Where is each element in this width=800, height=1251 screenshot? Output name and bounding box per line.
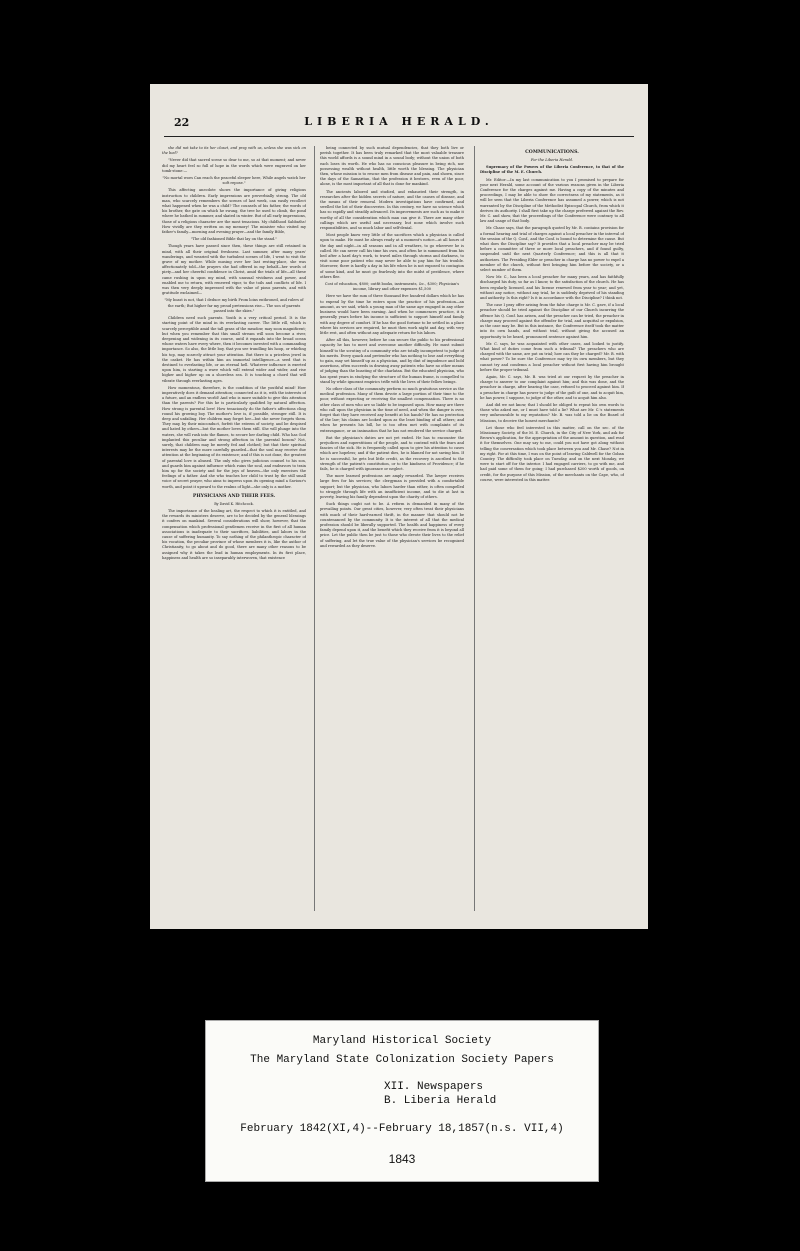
newspaper-page	[150, 84, 648, 929]
column-rule	[314, 146, 315, 911]
article-text: And did we not know, that I should be obliged to repeat his own words to those who asked me, or I must have told a lie? What are Mr. C.'s statements very unfavourable to my reputation? Mr. B. was told a lie on the Board of Missions, to deceive the honest merchants?	[480, 402, 624, 423]
article-text: The more learned professions are amply rewarded. The lawyer receives large fees for his services; the clergyman is provided with a comfortable support; but the physician, who labors harder than either, is often compelled to struggle through life with an insufficient income, and to die at last in poverty, leaving his family dependent upon the charity of others.	[320, 474, 464, 499]
article-text: Mr. Editor:—In my last communication to you I promised to prepare for your next Herald, some account of the various reasons given in the Liberia Conference for the charges against me. Having a copy of the minutes and proceedings, I may be able to show the correctness of my statements, as it will be seen that the Liberia Conference has assumed a power, which is not warranted by the Discipline of the Methodist Episcopal Church, from which it derives its authority. I shall first take up the charge preferred against the Rev. Mr. C. and show, that the proceedings of the Conference were contrary to all law and usage of that body.	[480, 177, 624, 224]
archive-subseries: B. Liberia Herald	[384, 1095, 497, 1107]
article-text: "Never did that sacred scene so dear to me, so at that moment; and never did my heart feel so full of hope in the words which were engraved on her tomb-stone:—	[162, 158, 306, 173]
archive-collection: The Maryland State Colonization Society Papers	[250, 1054, 554, 1066]
article-title: Supremacy of the Powers of the Liberia Conference, to that of the Discipline of the M. E. Church.	[480, 165, 624, 175]
article-text: Such things ought not to be. A reform is demanded in many of the prevailing points. Our great cities, however, very often treat their physicians with much of their hard-earned thrift, in the manner that should not be countenanced by the community. It is the interest of all that the medical profession should be liberally supported. The health and happiness of every family depend upon it, and the benefit which they receive from it is beyond all price. Let the public then be just to those who devote their lives to the relief of suffering, and let the true value of the physician's services be recognized and rewarded as they deserve.	[320, 502, 464, 548]
section-subtitle: For the Liberia Herald.	[530, 158, 574, 162]
cost-table: Cost of education, $800; outfit books, instruments, &c., $300; Physician's income, library and other expenses $1,500	[324, 282, 460, 292]
column-3	[480, 146, 624, 911]
article-text: Most people know very little of the sacrifices which a physician is called upon to make. He must be always ready at a moment's notice—at all hours of the day and night—in all seasons and in all weathers, to go wherever he is called. He can never call his time his own, and often he is summoned from his bed after a hard day's work, to travel miles through storms and darkness, to visit some poor patient who may never be able to pay him for his trouble. Moreover, there is hardly a day in his life when he is not exposed to contagion of some kind, and he must go fearlessly into the midst of pestilence, where others flee.	[320, 233, 464, 279]
column-1	[162, 146, 306, 911]
article-text: Again, Mr. C. says, Mr. B. was tried at our request by the preacher in charge to answer to our complaint against him; and this was done, and the preacher in charge, after hearing the case, refused to proceed against him. If a preacher in charge has power to judge of the guilt of one, and to acquit him, he has power, I suppose, to judge of the other, and to acquit him also.	[480, 374, 624, 400]
article-headline: PHYSICIANS AND THEIR FEES.	[192, 493, 276, 499]
verse: "The old fashioned Bible that lay on the stand."	[190, 237, 278, 242]
article-text: The ancients labored and studied, and exhausted their strength, in researches after the hidden secrets of nature, and the causes of disease, and the means of their removal. Modern investigations have confirmed, and swelled the list of their discoveries. In this century, we have no science which has so rapidly and steadily advanced. Its improvements are such as to make it worthy of all the consideration which man can give it. There are many other callings which are useful and necessary, but none which involve such responsibilities, and so much labor and self-denial.	[320, 189, 464, 231]
article-text: Children need such parents. Youth is a very critical period. It is the starting point of the mind in its everlasting career. The little rill, which is scarcely perceptible amid the tall grass of the meadow, may soon magnificent; but when you remember that this small stream will soon become a river, deepening and widening in its course, until it expands into the broad ocean whose waters have every where, then it becomes invested with a commanding importance. So also, the little boy, that you see trundling his hoop, or whirling his top, may scarcely attract your attention. But there is a priceless jewel in the casket. He has within him an immortal intelligence—a seed that is destined to everlasting life, or an eternal hell. Whatever influence is exerted upon him, is starting a wave which will extend wider and wider, and rise higher and higher up on a shoreless sea. It is touching a chord that will vibrate through everlasting ages.	[162, 316, 306, 383]
page-header	[164, 114, 634, 137]
article-text: After all this, however, before he can secure the public to his professional capacity he has to meet and overcome another difficulty. He must submit himself to the scrutiny of a community who are totally incompetent to judge of his merits. Every quack and pretender who has nothing to lose and everything to gain, may set himself up as a physician, and by dint of impudence and bold assertions, often succeeds in drawing away patients who have no other means of judging than the boasting of the charlatan. But the educated physician, who has spent years in studying the structure of the human frame, is compelled to stand by while ignorant empirics trifle with the lives of their fellow beings.	[320, 338, 464, 384]
article-text: This affecting anecdote shows the importance of giving religious instruction to children. Early impressions are proverbially strong. The old man, who scarcely remembers the scenes of last week, can easily recollect what happened when he was a child? The counsels of his father, the words of his brother, the gate on which he swung, the tree he used to climb, the pond where he bathed in summer, and skated in winter. But of all early impressions, those of a religious character are the most tenacious. My childhood Sabbaths! How vividly are they written on my memory! The minister who visited my father's family—morning and evening prayer—and the family Bible,	[162, 188, 306, 235]
article-text: How momentous, therefore, is the condition of the youthful mind! How imperatively does it demand attention; connected as it is, with the interests of a future, and an endless world! And who is more suitable to give this attention than the parents? For this he is particularly qualified by natural affection. How strong is parental love! How tenaciously do the father's affections cling round his growing boy. The mother's love is, if possible, stronger still. It is deep and unfailing. Her children may forget her—but she never forgets them. They may, by their misconduct, forfeit the esteem of society, and be despised and hated by others—but the mother loves them still. She will plunge into the waters, she will rush into the flames, to secure her darling child. Who has God implanted this peculiar and strong affection in the parental bosom? Not, surely, that children may be merely fed and clothed; but that their spiritual interests may be the more carefully guarded—that the soul may receive due attention at the beginning of its existence; and if this is not done, the greatest of parental love is abused. The only who gives judicious counsel to his son, and guards him against influence which ruins the soul, and endeavors to train him up for the society and for the joys of heaven—the only exercises the feelings of a father. And she who teaches her child to trust by the still small voice of secret prayer, who aims to impress upon its opening mind a Saviour's worth, and point it upward to the realms of light—she only is a mother.	[162, 385, 306, 489]
archive-year: 1843	[388, 1152, 416, 1166]
byline: By David K. Hitchcock.	[214, 501, 254, 506]
article-text: The case I pray offer arising from the false charge is Mr. C. gave, if a local preacher should be tried against the Discipline of our Church incurring the offence his Q. Conf. has arisen, and the preacher can be tried, the preacher in charge may proceed against the offender for trial, and acquittal or expulsion, as the case may be. But in this instance, the Conference itself took the matter into its own hands, and without trial, without giving the accused an opportunity to be heard, pronounced sentence against him.	[480, 303, 624, 339]
archive-institution: Maryland Historical Society	[312, 1035, 492, 1047]
archive-date-range: February 1842(XI,4)--February 18,1857(n.s. VII,4)	[240, 1123, 564, 1135]
article-text: Here we have the sum of three thousand five hundred dollars which he has to expend by the time he enters upon the practice of his profession—an amount, as we said, which a young man of the same age engaged in any other business would have been earning. And when he commences practice, it is generally years before his income is sufficient to support himself and family with any degree of comfort. If he has the good fortune to be settled in a place where his services are required, he must then work night and day, with very little rest, and often without any adequate return for his labors.	[320, 294, 464, 335]
article-text: The importance of the healing art, the respect to which it is entitled, and the rewards its ministers deserve, are to be decided by the general blessings it confers on mankind. Several considerations will show, however, that the compensation which professional gentlemen receive in the first of all human associations is inadequate to their sacrifices, liabilities, and labors in the cause of suffering humanity. To say nothing of the philanthropic character of his vocation, the peculiar province of whose members it is, like the author of Christianity, to go about and do good, there are many other reasons to be assigned why it takes the lead in human employments. In its first place, happiness and health are so inseparably interwoven, that existence	[162, 509, 306, 560]
archive-series: XII. Newspapers	[384, 1081, 484, 1093]
article-text: she did not take to its her closet, and pray with us, unless she was sick on the bed?	[162, 146, 306, 156]
archive-label-card	[205, 1020, 599, 1182]
article-text: But the physician's duties are not yet ended. He has to encounter the prejudices and superstitions of the people, and to contend with the fears and fancies of the sick. He is frequently called upon to give his attention to cases which are hopeless; and if the patient dies, he is blamed for not saving him. If he is successful, he gets but little credit, as the recovery is ascribed to the strength of the patient's constitution, or to the kindness of Providence; if he fails, he is charged with ignorance or neglect.	[320, 435, 464, 471]
article-text: Let those who feel interested in this matter, call on the sec. of the Missionary Society, of the M. E. Church, in the City of New York, and ask for Brown's application, for the appropriation of the amount in question, and read it for themselves. One may say to me, could you not have got along without telling the conversation which took place between you and Mr. Chase? Not in my right. For at this time, I was on the point of leaving Caldwell for the Goban Country. The difficulty took place on Tuesday, and on the next Monday, we were to start off for the interior. I had engaged carriers, to go with me, and had paid some of them for going; I had purchased $200 worth of goods, on credit, for the purpose of this Mission, of the merchants on the Cape, who, of course, were interested in this matter.	[480, 425, 624, 482]
article-text: No other class of the community perform so much gratuitous service as the medical profession. Many of them devote a large portion of their time to the poor, without expecting or receiving the smallest compensation. There is no other class of men who are so liable to be imposed upon. How many are there who call upon the physician in the time of need, and when the danger is over, forget that they have received any benefit at his hands? He has no protection of the law; his claims are looked upon as the least binding of all others; and when he presents his bill, he is too often met with complaints of its extravagance, or an insinuation that he has not rendered the service charged.	[320, 386, 464, 433]
column-2	[320, 146, 464, 911]
verse: "No mortal woes Can reach the peaceful sleeper here, While angels watch her soft repose."	[162, 176, 306, 186]
masthead: LIBERIA HERALD.	[304, 115, 494, 128]
article-text: being connected by such mutual dependencies, that they both live or perish together. It has been truly remarked that the most valuable treasure this world affords is a sound mind in a sound body; without the union of both each loses its worth. He who has no conscious pleasure in being rich, nor possessing wealth without health, little worth the blessing. The physician then, whose mission is to rescue men from disease and pain, and shown, since the days of the Samaritan, that the profession it bestows, even of the poor, alone, is the most important of all that is done for mankind.	[320, 146, 464, 187]
article-text: Mr. Chase says, that the paragraph quoted by Mr. B. contains provision for a formal hearing and trial of charges against a local preacher in the interval of the session of the Q. Conf., and the Conf. is bound to determine the cause. But what does the Discipline say? It provides that a local preacher may be tried before a committee of three or more local preachers, and if found guilty, suspended until the next Quarterly Conference; and this is all that it authorizes. The Presiding Elder or preacher in charge has no power to expel a member of the church, without first bringing him before the society, or a select number of them.	[480, 226, 624, 273]
article-text: Though years have passed since then, these things are still retained in mind, with all their original freshness. Last summer, after many years' wanderings, and wearied with the turbulent scenes of life, I went to visit the grave of my mother. While musing over her last resting-place, she was affectionately told—the prayers she had offered in my behalf—her words of piety—and her cheerful confidence in Christ, amid the trials of life—all these came rushing in upon my mind, with unusual vividness and power, and enabled me to return, with renewed vigor, to the toils and conflicts of life. I was then very deeply impressed with the value of pious parents, and with gratitude exclaimed—	[162, 244, 306, 296]
column-rule	[474, 146, 475, 911]
article-text: Now Mr. C., has been a local preacher for many years, and has faithfully discharged his duty, so far as I know, to the satisfaction of the church. He has been regularly licensed, and his license renewed from year to year; and yet, without any notice, without any trial, he is suddenly deprived of his standing and authority. Is this right? Is it in accordance with the Discipline? I think not.	[480, 275, 624, 301]
article-text: Mr. C. says, he was acquainted with other cases, and looked to justify. What kind of duties come from such a tribunal? The preachers who are charged with the same, are put on trial; how can they be charged? Mr. B. with what power? To be sure the Conference may try its own members, but they cannot try and condemn a local preacher without first having him brought before the proper tribunal.	[480, 341, 624, 372]
verse: "My boast is not, that I deduce my birth From loins enthroned, and rulers of the earth; But higher far my proud pretensions rise— The son of parents passed into the skies."	[164, 298, 304, 313]
page-number: 22	[174, 116, 190, 129]
section-headline: COMMUNICATIONS.	[525, 150, 579, 155]
